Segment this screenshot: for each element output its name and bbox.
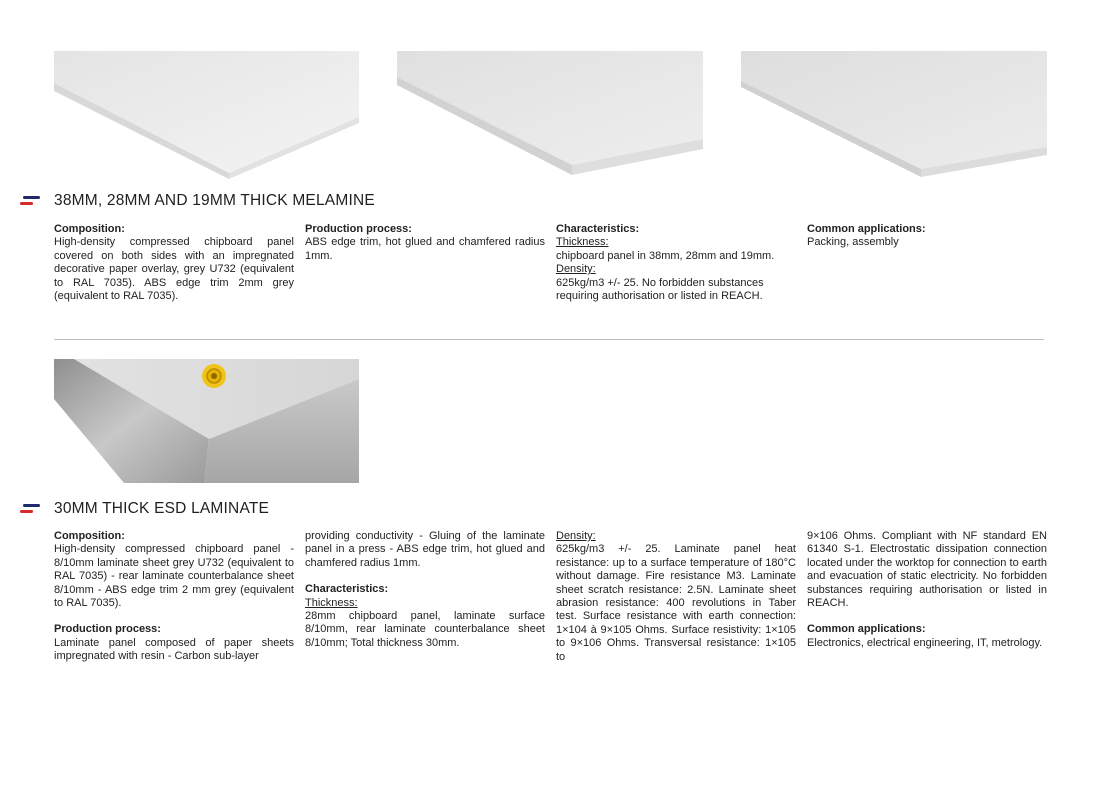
production-characteristics-column [305,530,545,650]
applications-column [807,530,1047,650]
section-title: 38MM, 28MM AND 19MM THICK MELAMINE [54,192,375,209]
melamine-panel-photo-1 [54,51,359,179]
production-column [305,223,545,263]
density-text-continued: 9×106 Ohms. Compliant with NF standard EN 61340 S-1. Electrostatic dissipation connection located under the worktop for connection to earth and evacuation of static electricity. No forbidden substances requiring authorisation or listed in REACH. [807,530,1047,610]
production-label: Production process: [54,623,161,636]
thickness-label: Thickness: [305,596,358,609]
composition-text: High-density compressed chipboard panel covered on both sides with an impregnated decorative paper overlay, grey U732 (equivalent to RAL 7035). ABS edge trim 2mm grey (equivalent to RAL 7035). [54,236,294,303]
production-text: ABS edge trim, hot glued and chamfered radius 1mm. [305,236,545,262]
density-label: Density: [556,263,596,276]
thickness-text: chipboard panel in 38mm, 28mm and 19mm. [556,249,775,262]
production-text: Laminate panel composed of paper sheets impregnated with resin - Carbon sub-layer [54,636,294,663]
characteristics-label: Characteristics: [305,583,389,596]
composition-text: High-density compressed chipboard panel - 8/10mm laminate sheet grey U732 (equivalent to RAL 7035) - rear laminate counterbalance sheet 8/10mm - ABS edge trim 2 mm grey (equivalent to RAL 7035). [54,543,294,610]
section-divider [54,339,1044,340]
melamine-panel-photo-2 [397,51,703,179]
flag-icon [20,504,40,515]
melamine-panel-photo-3 [741,51,1047,179]
thickness-label: Thickness: [556,236,609,249]
characteristics-column [556,223,796,303]
applications-text: Electronics, electrical engineering, IT, metrology. [807,636,1043,649]
production-label: Production process: [305,223,412,235]
section-title: 30MM THICK ESD LAMINATE [54,500,270,517]
flag-icon [20,196,40,207]
applications-label: Common applications: [807,623,926,636]
applications-column [807,223,1047,250]
applications-text: Packing, assembly [807,236,899,249]
density-column [556,530,796,664]
esd-laminate-panel-photo [54,359,359,483]
thickness-text: 28mm chipboard panel, laminate surface 8/10mm, rear laminate counterbalance sheet 8/10mm; Total thickness 30mm. [305,610,545,649]
density-text: 625kg/m3 +/- 25. No forbidden substances requiring authorisation or listed in REACH. [556,276,764,303]
composition-label: Composition: [54,530,125,542]
applications-label: Common applications: [807,223,926,235]
density-label: Density: [556,530,596,542]
density-text: 625kg/m3 +/- 25. Laminate panel heat resistance: up to a surface temperature of 180°C without damage. Fire resistance M3. Laminate sheet scratch resistance: 2.5N. Laminate sheet abrasion resistance: 400 revolutions in Taber test. Surface resistance with earth connection: 1×104 à 9×105 Ohms. Surface resistivity: 1×105 to 9×106 Ohms. Transversal resistance: 1×105 to [556,543,796,663]
composition-column [54,223,294,303]
production-text-continued: providing conductivity - Gluing of the laminate panel in a press - ABS edge trim, hot glued and chamfered radius 1mm. [305,530,545,569]
composition-label: Composition: [54,223,125,235]
composition-column [54,530,294,664]
characteristics-label: Characteristics: [556,223,640,235]
